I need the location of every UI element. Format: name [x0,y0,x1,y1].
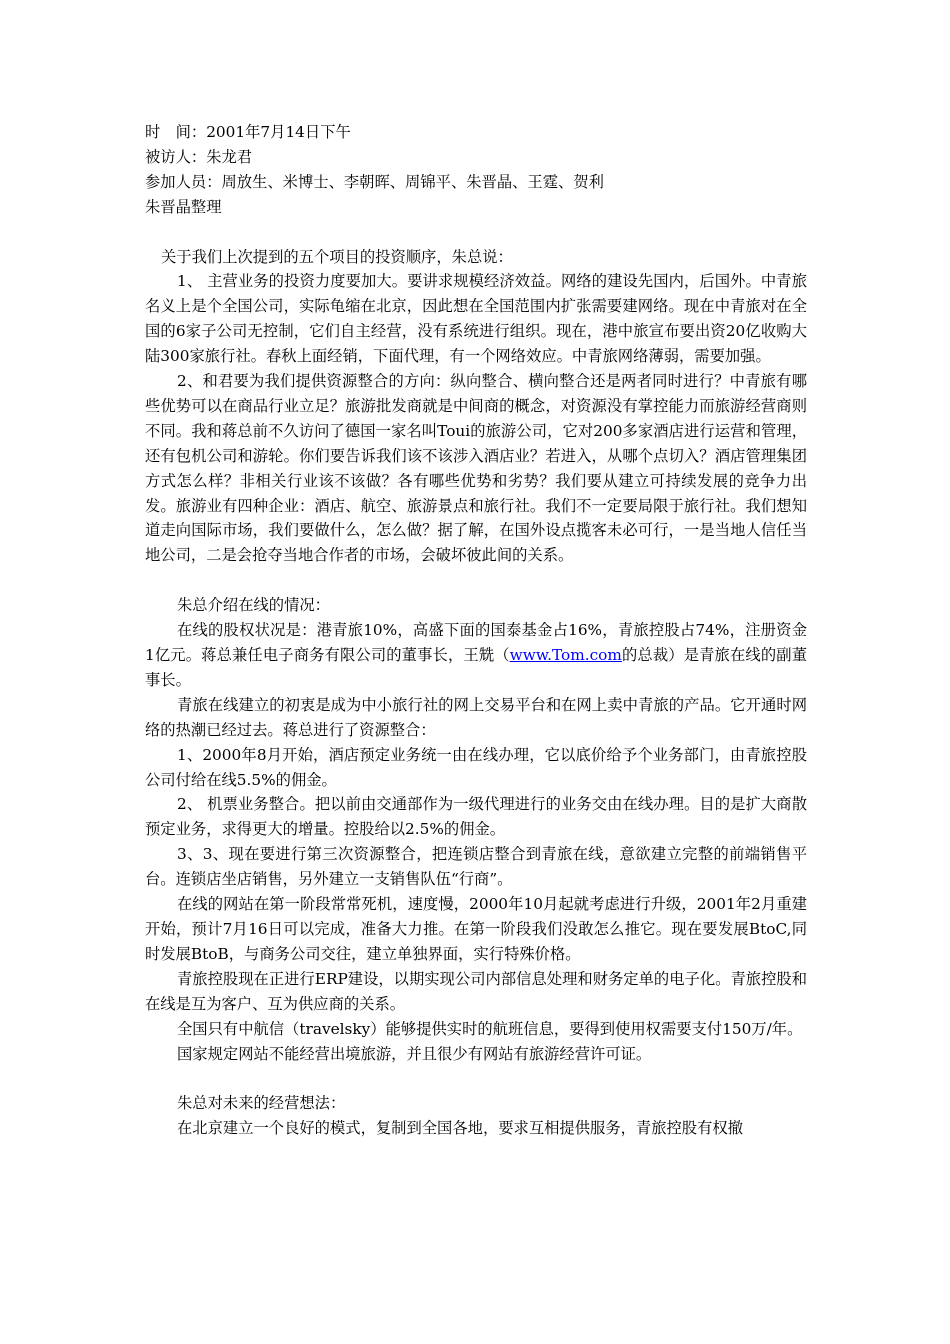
paragraph-equity [145,618,807,693]
online-section-heading: 朱总介绍在线的情况： [177,596,330,615]
document-page [145,120,807,1141]
paragraph-step-hotel: 1、2000年8月开始，酒店预定业务统一由在线办理，它以底价给予个业务部门，由青旅控股公司付给在线5.5%的佣金。 [145,745,807,789]
paragraph-regulation: 国家规定网站不能经营出境旅游，并且很少有网站有旅游经营许可证。 [177,1044,652,1063]
future-section-heading: 朱总对未来的经营想法： [177,1094,346,1113]
interview-time: 时 间：2001年7月14日下午 [145,123,351,141]
investment-order-intro: 关于我们上次提到的五个项目的投资顺序，朱总说： [161,247,513,266]
spacer [145,568,807,593]
paragraph-travelsky: 全国只有中航信（travelsky）能够提供实时的航班信息，要得到使用权需要支付150万/年。 [177,1019,803,1038]
paragraph-future-model: 在北京建立一个良好的模式，复制到全国各地，要求互相提供服务，青旅控股有权撤 [177,1119,743,1138]
interviewee: 被访人：朱龙君 [145,147,253,166]
paragraph-step-chain-store: 3、3、现在要进行第三次资源整合，把连锁店整合到青旅在线，意欲建立完整的前端销售平台。连锁店坐店销售，另外建立一支销售队伍“行商”。 [145,845,807,889]
equity-text-after-link: 的总裁）是青旅在线的副董事长。 [145,646,807,689]
paragraph-online-origin: 青旅在线建立的初衷是成为中小旅行社的网上交易平台和在网上卖中青旅的产品。它开通时网络的热潮已经过去。蒋总进行了资源整合： [145,695,807,739]
paragraph-website: 在线的网站在第一阶段常常死机，速度慢，2000年10月起就考虑进行升级，2001年2月重建开始，预计7月16日可以完成，准备大力推。在第一阶段我们没敢怎么推它。现在要发展BtoC,同时发展BtoB，与商务公司交往，建立单独界面，实行特殊价格。 [145,895,807,963]
equity-text-before-link: 在线的股权状况是：港青旅10%，高盛下面的国泰基金占16%，青旅控股占74%，注册资金1亿元。蒋总兼任电子商务有限公司的董事长，王兟（ [145,621,807,664]
tom-com-link[interactable]: www.Tom.com [509,646,622,664]
spacer [145,220,807,245]
paragraph-erp: 青旅控股现在正进行ERP建设，以期实现公司内部信息处理和财务定单的电子化。青旅控股和在线是互为客户、互为供应商的关系。 [145,969,807,1013]
paragraph-step-ticket: 2、 机票业务整合。把以前由交通部作为一级代理进行的业务交由在线办理。目的是扩大商散预定业务，求得更大的增量。控股给以2.5%的佣金。 [145,795,807,839]
paragraph-main-business: 1、 主营业务的投资力度要加大。要讲求规模经济效益。网络的建设先国内，后国外。中青旅名义上是个全国公司，实际龟缩在北京，因此想在全国范围内扩张需要建网络。现在中青旅对在全国的6家子公司无控制，它们自主经营，没有系统进行组织。现在，港中旅宣布要出资20亿收购大陆300家旅行社。春秋上面经销，下面代理，有一个网络效应。中青旅网络薄弱，需要加强。 [145,272,807,366]
paragraph-resource-integration: 2、和君要为我们提供资源整合的方向：纵向整合、横向整合还是两者同时进行？中青旅有哪些优势可以在商品行业立足？旅游批发商就是中间商的概念，对资源没有掌控能力而旅游经营商则不同。我和蒋总前不久访问了德国一家名叫Toui的旅游公司，它对200多家酒店进行运营和管理，还有包机公司和游轮。你们要告诉我们该不该涉入酒店业？若进入，从哪个点切入？酒店管理集团方式怎么样？非相关行业该不该做？各有哪些优势和劣势？我们要从建立可持续发展的竞争力出发。旅游业有四种企业：酒店、航空、旅游景点和旅行社。我们不一定要局限于旅行社。我们想知道走向国际市场，我们要做什么，怎么做？据了解，在国外设点揽客未必可行，一是当地人信任当地公司，二是会抢夺当地合作者的市场，会破坏彼此间的关系。 [145,372,807,565]
spacer [145,1066,807,1091]
compiler-note: 朱晋晶整理 [145,197,222,216]
participants: 参加人员：周放生、米博士、李朝晖、周锦平、朱晋晶、王霆、贺利 [145,172,604,191]
